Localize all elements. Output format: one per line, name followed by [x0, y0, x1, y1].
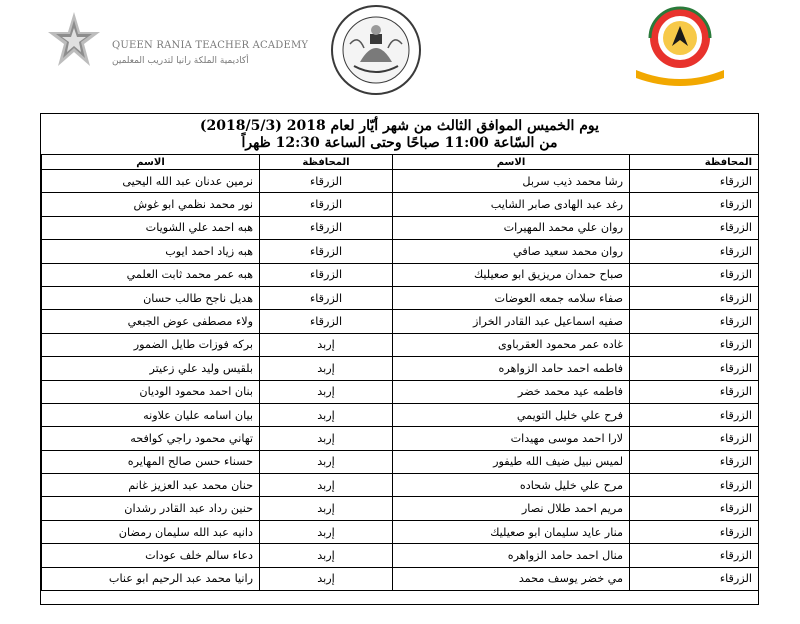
name-cell: لميس نبيل ضيف الله طيفور	[393, 450, 630, 473]
governorate-cell: الزرقاء	[630, 193, 759, 216]
page-header	[0, 0, 800, 100]
governorate-cell-2: إربد	[260, 333, 393, 356]
governorate-cell: الزرقاء	[630, 240, 759, 263]
name-cell: فرح علي خليل التويمي	[393, 403, 630, 426]
table-row	[42, 544, 759, 567]
name-cell: صفيه اسماعيل عبد القادر الخراز	[393, 310, 630, 333]
header-name-2: الاسم	[42, 155, 260, 170]
governorate-cell: الزرقاء	[630, 380, 759, 403]
header-governorate: المحافظة	[630, 155, 759, 170]
name-cell-2: هبه احمد علي الشويات	[42, 216, 260, 239]
governorate-cell-2: إربد	[260, 403, 393, 426]
name-cell-2: نور محمد نظمي ابو غوش	[42, 193, 260, 216]
governorate-cell-2: إربد	[260, 357, 393, 380]
name-cell: فاطمه احمد حامد الزواهره	[393, 357, 630, 380]
table-body	[42, 170, 759, 591]
name-cell-2: ولاء مصطفى عوض الجبعي	[42, 310, 260, 333]
name-cell: روان محمد سعيد صافي	[393, 240, 630, 263]
name-cell-2: بلقيس وليد علي زعيتر	[42, 357, 260, 380]
table-row	[42, 310, 759, 333]
name-cell-2: بيان اسامه عليان علاونه	[42, 403, 260, 426]
table-row	[42, 286, 759, 309]
table-row	[42, 193, 759, 216]
name-cell-2: بنان احمد محمود الوديان	[42, 380, 260, 403]
table-row	[42, 427, 759, 450]
table-row	[42, 497, 759, 520]
name-cell-2: دعاء سالم خلف عودات	[42, 544, 260, 567]
table-header-row	[42, 155, 759, 170]
name-cell-2: هبه عمر محمد ثابت العلمي	[42, 263, 260, 286]
governorate-cell-2: إربد	[260, 567, 393, 590]
table-row	[42, 474, 759, 497]
table-row	[42, 403, 759, 426]
name-cell: مي خضر يوسف محمد	[393, 567, 630, 590]
governorate-cell-2: الزرقاء	[260, 170, 393, 193]
governorate-cell: الزرقاء	[630, 544, 759, 567]
governorate-cell-2: الزرقاء	[260, 263, 393, 286]
document-title	[41, 118, 758, 152]
name-cell: مرح علي خليل شحاده	[393, 474, 630, 497]
governorate-cell-2: الزرقاء	[260, 216, 393, 239]
governorate-cell-2: إربد	[260, 450, 393, 473]
governorate-cell-2: إربد	[260, 380, 393, 403]
table-row	[42, 520, 759, 543]
name-cell: منال احمد حامد الزواهره	[393, 544, 630, 567]
name-cell-2: حنين رداد عبد القادر رشدان	[42, 497, 260, 520]
governorate-cell: الزرقاء	[630, 286, 759, 309]
table-row	[42, 357, 759, 380]
governorate-cell: الزرقاء	[630, 403, 759, 426]
name-cell-2: نرمين عدنان عبد الله اليحيى	[42, 170, 260, 193]
table-row	[42, 240, 759, 263]
governorate-cell: الزرقاء	[630, 170, 759, 193]
governorate-cell-2: إربد	[260, 427, 393, 450]
governorate-cell-2: الزرقاء	[260, 240, 393, 263]
name-cell: غاده عمر محمود العقرباوى	[393, 333, 630, 356]
schedule-table-container	[40, 113, 759, 605]
qrta-logo	[44, 10, 309, 70]
table-row	[42, 450, 759, 473]
qrta-star-icon	[44, 10, 104, 70]
name-cell: روان علي محمد المهيرات	[393, 216, 630, 239]
governorate-cell: الزرقاء	[630, 216, 759, 239]
name-cell-2: رانيا محمد عبد الرحيم ابو عناب	[42, 567, 260, 590]
governorate-cell-2: إربد	[260, 520, 393, 543]
governorate-cell: الزرقاء	[630, 474, 759, 497]
table-row	[42, 170, 759, 193]
qrta-english-name: QUEEN RANIA TEACHER ACADEMY	[112, 40, 309, 51]
name-cell: لارا احمد موسى مهيدات	[393, 427, 630, 450]
governorate-cell-2: الزرقاء	[260, 310, 393, 333]
name-cell-2: هديل ناجح طالب حسان	[42, 286, 260, 309]
header-governorate-2: المحافظة	[260, 155, 393, 170]
governorate-cell: الزرقاء	[630, 357, 759, 380]
governorate-cell: الزرقاء	[630, 567, 759, 590]
name-cell-2: حسناء حسن صالح المهايره	[42, 450, 260, 473]
name-cell: مريم احمد طلال نصار	[393, 497, 630, 520]
governorate-cell: الزرقاء	[630, 427, 759, 450]
name-cell: فاطمه عيد محمد خضر	[393, 380, 630, 403]
governorate-cell: الزرقاء	[630, 263, 759, 286]
title-line-time: من السّاعة 11:00 صباحًا وحتى الساعة 12:30 ظهراً	[241, 135, 558, 151]
governorate-cell-2: الزرقاء	[260, 286, 393, 309]
name-cell-2: حنان محمد عبد العزيز غانم	[42, 474, 260, 497]
table-row	[42, 263, 759, 286]
name-cell: صفاء سلامه جمعه العوضات	[393, 286, 630, 309]
table-row	[42, 333, 759, 356]
name-cell-2: تهاني محمود راجي كوافحه	[42, 427, 260, 450]
qrta-arabic-name: أكاديمية الملكة رانيا لتدريب المعلمين	[112, 56, 249, 66]
table-row	[42, 380, 759, 403]
governorate-cell-2: إربد	[260, 497, 393, 520]
name-cell: صباح حمدان مريزيق ابو صعيليك	[393, 263, 630, 286]
name-cell-2: هبه زياد احمد ايوب	[42, 240, 260, 263]
name-cell: منار عايد سليمان ابو صعيليك	[393, 520, 630, 543]
header-name: الاسم	[393, 155, 630, 170]
governorate-cell: الزرقاء	[630, 520, 759, 543]
title-line-date: يوم الخميس الموافق الثالث من شهر أيّار لعام 2018 (2018/5/3)	[199, 118, 600, 134]
civil-service-bureau-logo-icon	[628, 4, 732, 86]
governorate-cell: الزرقاء	[630, 497, 759, 520]
governorate-cell-2: إربد	[260, 544, 393, 567]
name-cell: رغد عبد الهادى صابر الشايب	[393, 193, 630, 216]
candidates-table	[41, 154, 759, 591]
governorate-cell: الزرقاء	[630, 450, 759, 473]
name-cell-2: بركه فوزات طايل الضمور	[42, 333, 260, 356]
table-row	[42, 567, 759, 590]
governorate-cell-2: إربد	[260, 474, 393, 497]
ministry-emblem-icon	[330, 4, 422, 96]
name-cell-2: دانيه عبد الله سليمان رمضان	[42, 520, 260, 543]
governorate-cell-2: الزرقاء	[260, 193, 393, 216]
governorate-cell: الزرقاء	[630, 310, 759, 333]
table-row	[42, 216, 759, 239]
governorate-cell: الزرقاء	[630, 333, 759, 356]
name-cell: رشا محمد ذيب سربل	[393, 170, 630, 193]
